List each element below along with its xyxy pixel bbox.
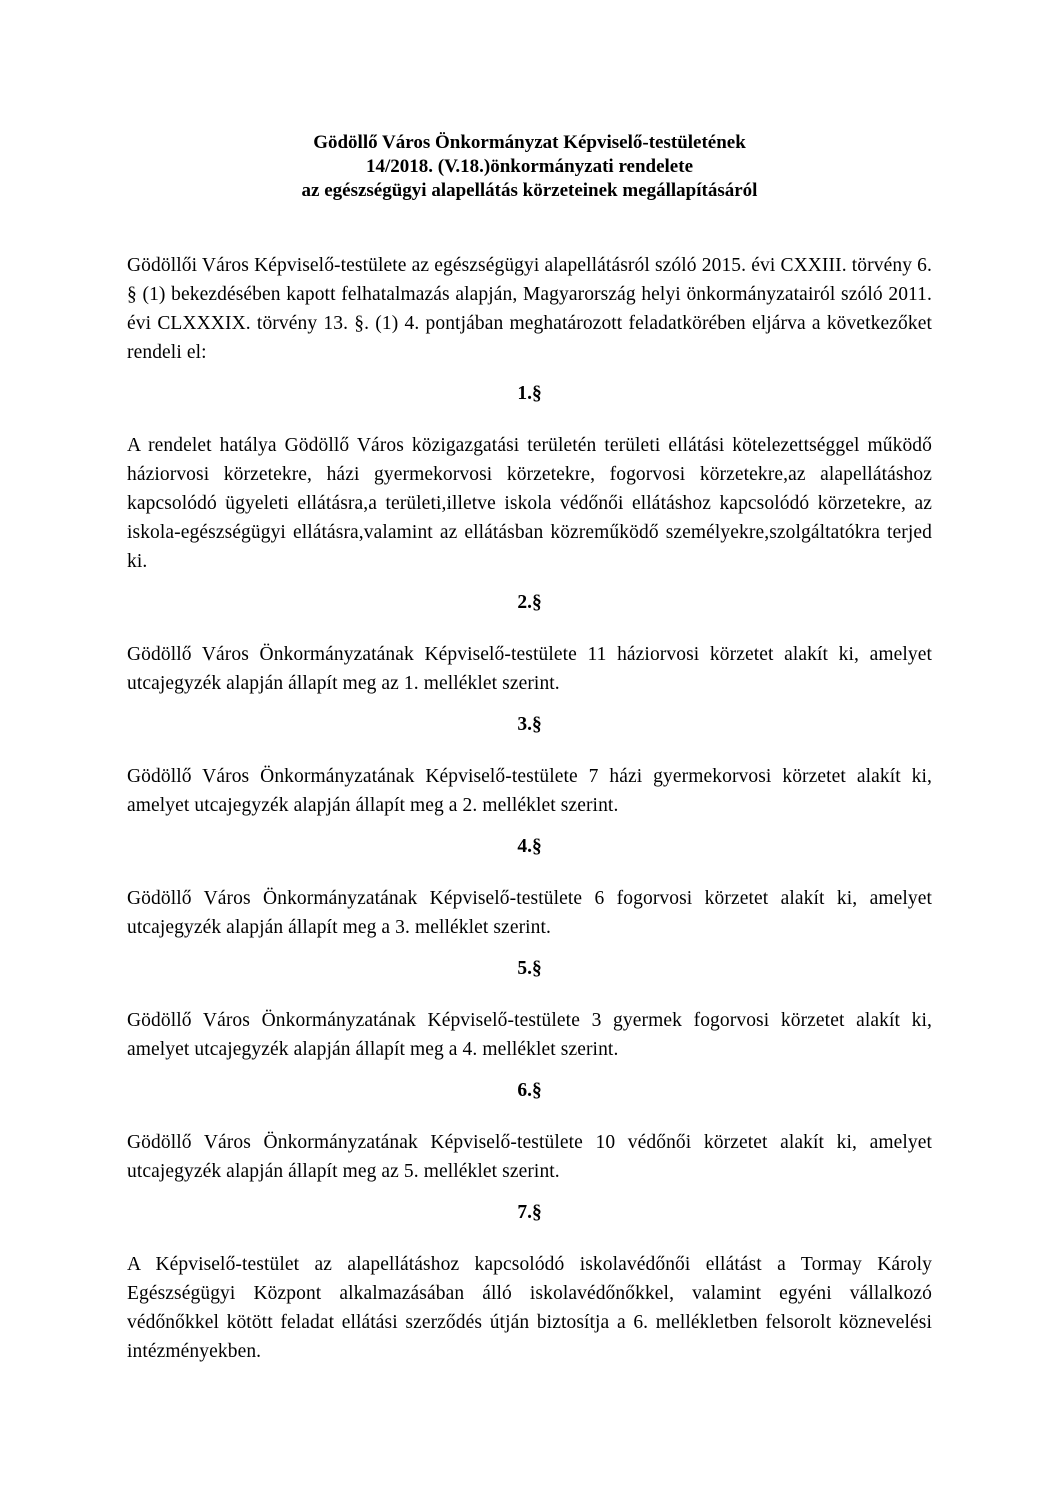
section-6	[127, 1076, 932, 1186]
section-5-number: 5.§	[517, 958, 542, 979]
section-3-number: 3.§	[517, 714, 542, 735]
section-5-text: Gödöllő Város Önkormányzatának Képviselő-testülete 3 gyermek fogorvosi körzetet alakít ki, amelyet utcajegyzék alapján állapít meg a 4. melléklet szerint.	[127, 1010, 932, 1060]
section-3-text: Gödöllő Város Önkormányzatának Képviselő-testülete 7 házi gyermekorvosi körzetet alakít ki, amelyet utcajegyzék alapján állapít meg a 2. melléklet szerint.	[127, 766, 932, 816]
intro-paragraph: Gödöllői Város Képviselő-testülete az egészségügyi alapellátásról szóló 2015. évi CXXIII. törvény 6. § (1) bekezdésében kapott felhatalmazás alapján, Magyarország helyi önkormányzatairól szóló 2011. évi CLXXXIX. törvény 13. §. (1) 4. pontjában meghatározott feladatkörében eljárva a következőket rendeli el:	[127, 255, 932, 363]
section-2	[127, 588, 932, 698]
section-1-text: A rendelet hatálya Gödöllő Város közigazgatási területén területi ellátási kötelezettséggel működő háziorvosi körzetekre, házi gyermekorvosi körzetekre, fogorvosi körzetekre,az alapellátáshoz kapcsolódó ügyeleti ellátásra,a területi,illetve iskola védőnői ellátáshoz kapcsolódó körzetekre, az iskola-egészségügyi ellátásra,valamint az ellátásban közreműködő személyekre,szolgáltatókra terjed ki.	[127, 435, 932, 572]
section-1	[127, 379, 932, 576]
section-2-number: 2.§	[517, 592, 542, 613]
section-4-text: Gödöllő Város Önkormányzatának Képviselő-testülete 6 fogorvosi körzetet alakít ki, amelyet utcajegyzék alapján állapít meg a 3. melléklet szerint.	[127, 888, 932, 938]
section-6-text: Gödöllő Város Önkormányzatának Képviselő-testülete 10 védőnői körzetet alakít ki, amelyet utcajegyzék alapján állapít meg az 5. melléklet szerint.	[127, 1132, 932, 1182]
section-3	[127, 710, 932, 820]
section-6-number: 6.§	[517, 1080, 542, 1101]
title-line-2: 14/2018. (V.18.)önkormányzati rendelete	[365, 156, 694, 177]
section-2-text: Gödöllő Város Önkormányzatának Képviselő-testülete 11 háziorvosi körzetet alakít ki, amelyet utcajegyzék alapján állapít meg az 1. melléklet szerint.	[127, 644, 932, 694]
section-5	[127, 954, 932, 1064]
section-4	[127, 832, 932, 942]
section-7-number: 7.§	[517, 1202, 542, 1223]
document-title	[127, 131, 932, 203]
section-7-text: A Képviselő-testület az alapellátáshoz kapcsolódó iskolavédőnői ellátást a Tormay Károly Egészségügyi Központ alkalmazásában álló iskolavédőnőkkel, valamint egyéni vállalkozó védőnőkkel kötött feladat ellátási szerződés útján biztosítja a 6. mellékletben felsorolt köznevelési intézményekben.	[127, 1254, 932, 1362]
title-line-3: az egészségügyi alapellátás körzeteinek megállapításáról	[301, 180, 758, 201]
section-4-number: 4.§	[517, 836, 542, 857]
title-line-1: Gödöllő Város Önkormányzat Képviselő-testületének	[313, 132, 746, 153]
section-1-number: 1.§	[517, 383, 542, 404]
section-7	[127, 1198, 932, 1366]
